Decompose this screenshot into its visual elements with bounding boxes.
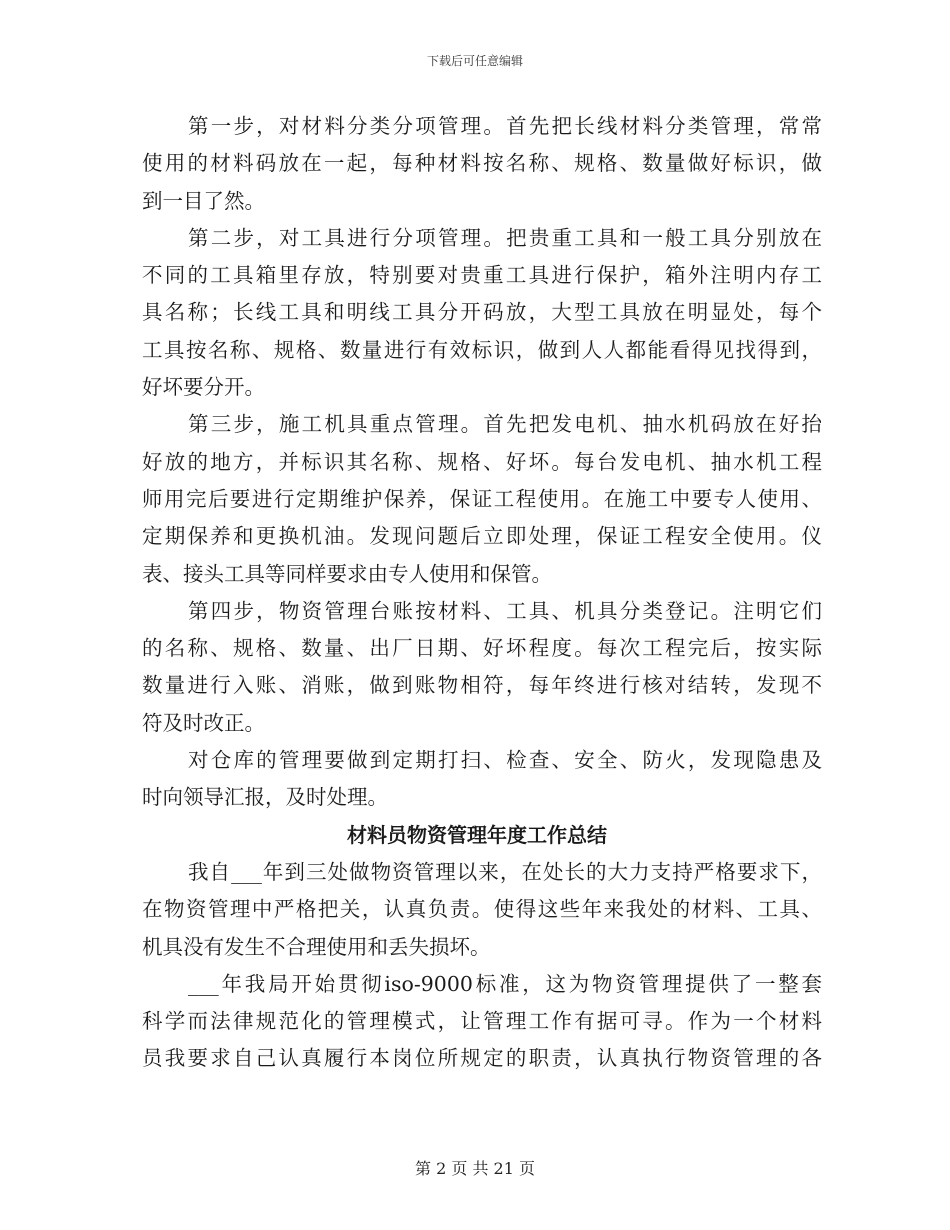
text-line: 师用完后要进行定期维护保养，保证工程使用。在施工中要专人使用、 (142, 486, 822, 511)
page-number: 第 2 页 共 21 页 (415, 1159, 535, 1178)
paragraph-step-2 (142, 220, 822, 406)
text-line: 科学而法律规范化的管理模式，让管理工作有据可寻。作为一个材料 (142, 1009, 822, 1034)
section-title: 材料员物资管理年度工作总结 (347, 822, 607, 847)
text-line: ___年我局开始贯彻iso-9000标准，这为物资管理提供了一整套 (188, 971, 822, 996)
text-line: 机具没有发生不合理使用和丢失损坏。 (142, 934, 491, 959)
paragraph-warehouse (142, 742, 822, 817)
text-line: 第一步，对材料分类分项管理。首先把长线材料分类管理，常常 (188, 114, 822, 138)
text-line: 第四步，物资管理台账按材料、工具、机具分类登记。注明它们 (188, 598, 822, 623)
paragraph-step-1 (142, 108, 822, 220)
text-line: 使用的材料码放在一起，每种材料按名称、规格、数量做好标识，做 (142, 151, 822, 176)
text-line: 工具按名称、规格、数量进行有效标识，做到人人都能看得见找得到， (142, 337, 822, 362)
text-line: 员我要求自己认真履行本岗位所规定的职责，认真执行物资管理的各 (142, 1046, 822, 1071)
text-line: 符及时改正。 (142, 710, 265, 735)
text-line: 在物资管理中严格把关，认真负责。使得这些年来我处的材料、工具、 (142, 897, 822, 922)
paragraph-summary-intro (142, 854, 822, 966)
text-line: 好坏要分开。 (142, 375, 265, 400)
page-header: 下载后可任意编辑 (426, 54, 523, 68)
text-line: 定期保养和更换机油。发现问题后立即处理，保证工程安全使用。仪 (142, 524, 822, 549)
text-line: 的名称、规格、数量、出厂日期、好坏程度。每次工程完后，按实际 (142, 636, 822, 661)
text-line: 具名称；长线工具和明线工具分开码放，大型工具放在明显处，每个 (142, 300, 822, 325)
paragraph-step-3 (142, 406, 822, 592)
text-line: 到一目了然。 (142, 188, 265, 213)
text-line: 表、接头工具等同样要求由专人使用和保管。 (142, 561, 552, 586)
paragraph-iso-standard (142, 966, 822, 1078)
text-line: 不同的工具箱里存放，特别要对贵重工具进行保护，箱外注明内存工 (142, 263, 822, 288)
text-line: 时向领导汇报，及时处理。 (142, 785, 388, 810)
text-line: 好放的地方，并标识其名称、规格、好坏。每台发电机、抽水机工程 (142, 449, 822, 474)
text-line: 第二步，对工具进行分项管理。把贵重工具和一般工具分别放在 (188, 225, 822, 250)
text-line: 我自___年到三处做物资管理以来，在处长的大力支持严格要求下， (188, 859, 822, 884)
document-body (142, 108, 822, 1078)
text-line: 数量进行入账、消账，做到账物相符，每年终进行核对结转，发现不 (142, 673, 822, 698)
text-line: 第三步，施工机具重点管理。首先把发电机、抽水机码放在好抬 (188, 412, 822, 437)
text-line: 对仓库的管理要做到定期打扫、检查、安全、防火，发现隐患及 (188, 748, 822, 773)
paragraph-step-4 (142, 593, 822, 742)
